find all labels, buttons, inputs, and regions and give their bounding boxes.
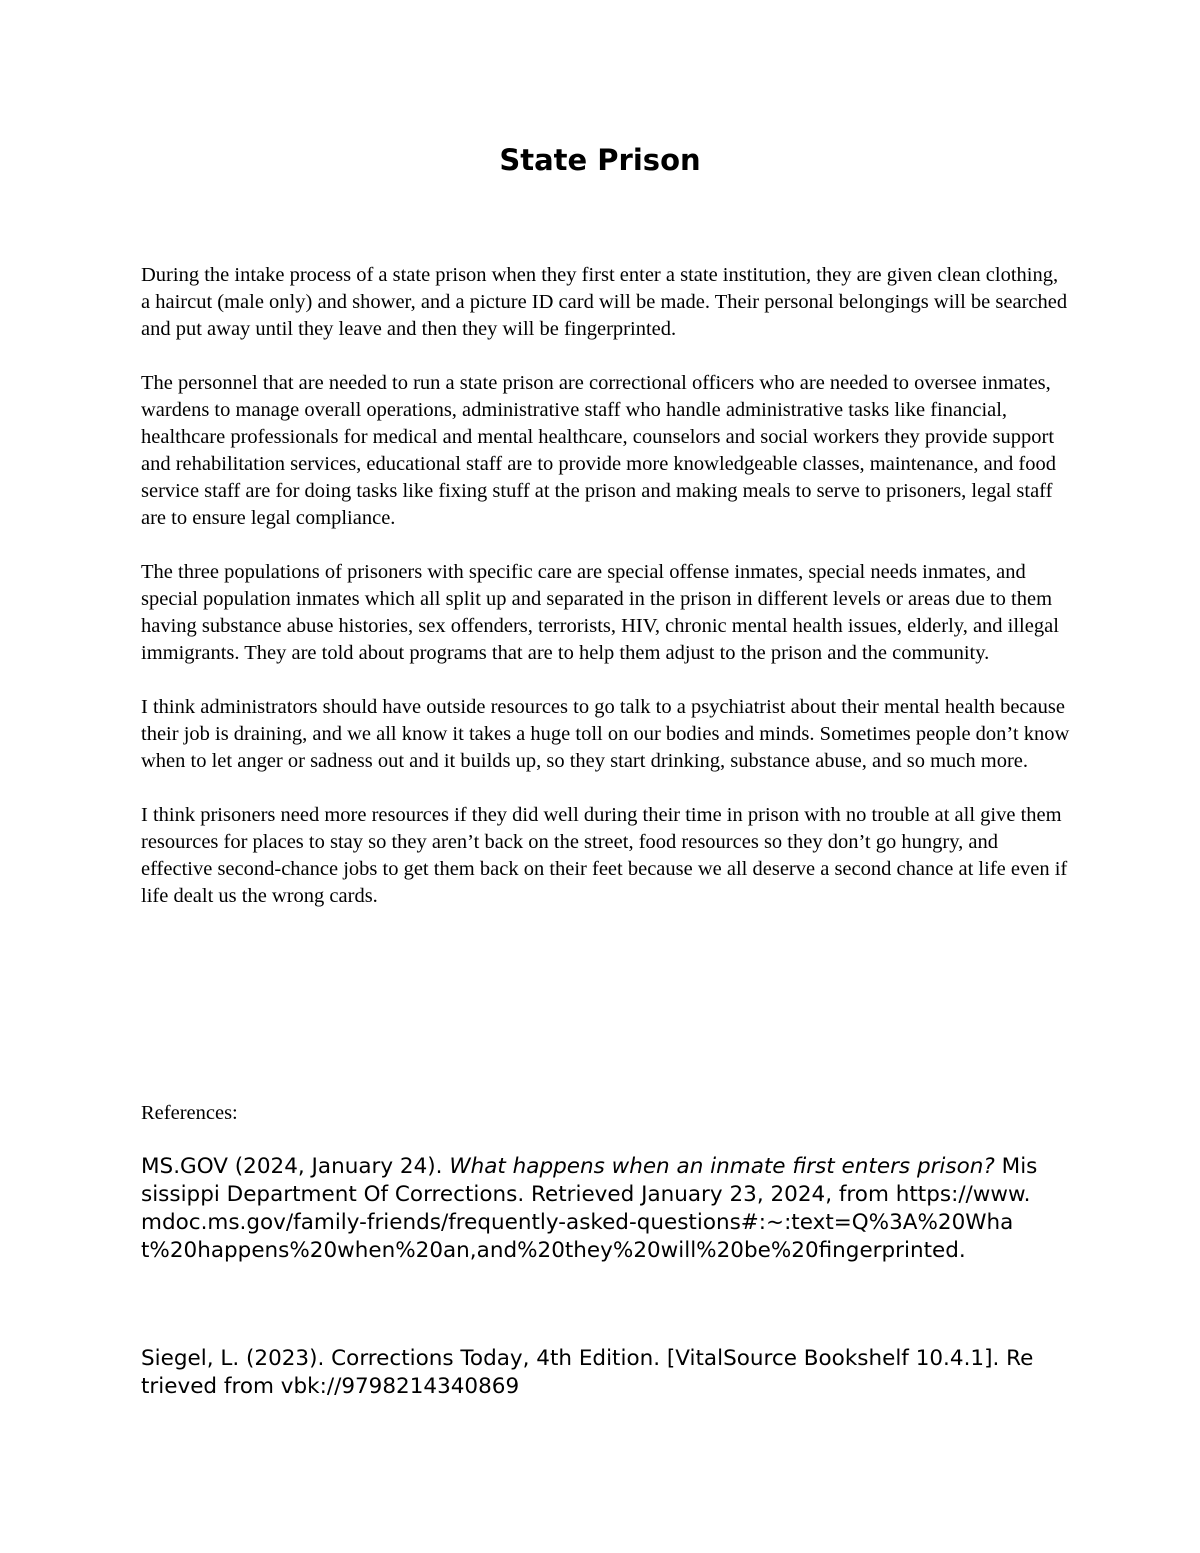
paragraph-intake: During the intake process of a state prison when they first enter a state institution, they are given clean clothing, a haircut (male only) and shower, and a picture ID card will be made. Their personal belongings will be searched and put away until they leave and then they will be fingerprinted. [141, 264, 1068, 340]
reference-mdoc [141, 1153, 1041, 1265]
references-heading: References: [141, 1102, 238, 1124]
document-body [141, 262, 1071, 937]
reference-mdoc-prefix: MS.GOV (2024, January 24). [141, 1154, 450, 1179]
reference-mdoc-title: What happens when an inmate first enters prison? [449, 1154, 995, 1179]
paragraph-administrators: I think administrators should have outside resources to go talk to a psychiatrist about their mental health because their job is draining, and we all know it takes a huge toll on our bodies and minds. Sometimes people don’t know when to let anger or sadness out and it builds up, so they start drinking, substance abuse, and so much more. [141, 696, 1070, 772]
page-title: State Prison [499, 143, 701, 177]
paragraph-personnel: The personnel that are needed to run a state prison are correctional officers who are needed to oversee inmates, wardens to manage overall operations, administrative staff who handle administrative tasks like financial, healthcare professionals for medical and mental healthcare, counselors and social workers they provide support and rehabilitation services, educational staff are to provide more knowledgeable classes, maintenance, and food service staff are for doing tasks like fixing stuff at the prison and making meals to serve to prisoners, legal staff are to ensure legal compliance. [141, 372, 1056, 529]
paragraph-populations: The three populations of prisoners with specific care are special offense inmates, special needs inmates, and special population inmates which all split up and separated in the prison in different levels or areas due to them having substance abuse histories, sex offenders, terrorists, HIV, chronic mental health issues, elderly, and illegal immigrants. They are told about programs that are to help them adjust to the prison and the community. [141, 561, 1059, 664]
paragraph-prisoners: I think prisoners need more resources if they did well during their time in prison with no trouble at all give them resources for places to stay so they aren’t back on the street, food resources so they don’t go hungry, and effective second-chance jobs to get them back on their feet because we all deserve a second chance at life even if life dealt us the wrong cards. [141, 804, 1068, 907]
reference-mdoc-suffix: Mississippi Department Of Corrections. Retrieved January 23, 2024, from https://www.mdoc.ms.gov/family-friends/frequently-asked-questions#:~:text=Q%3A%20What%20happens%20when%20an,and%20they%20will%20be%20fingerprinted. [141, 1154, 1038, 1263]
reference-siegel: Siegel, L. (2023). Corrections Today, 4th Edition. [VitalSource Bookshelf 10.4.1]. Retrieved from vbk://9798214340869 [141, 1346, 1034, 1399]
